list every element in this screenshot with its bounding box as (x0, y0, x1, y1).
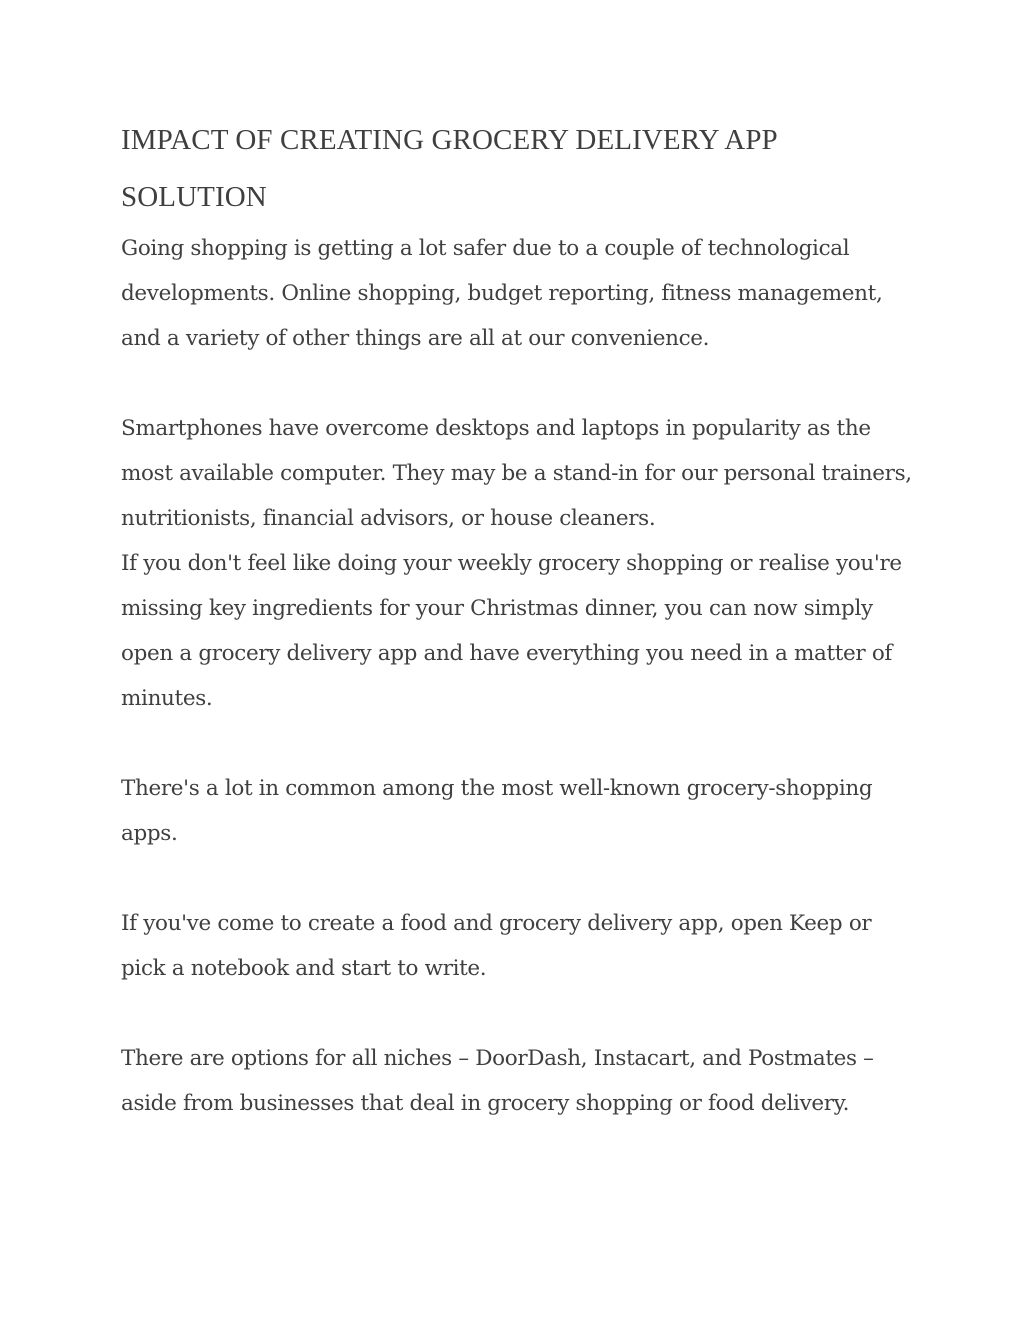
paragraph-spacer (121, 361, 921, 406)
paragraph-spacer (121, 721, 921, 766)
document-title: IMPACT OF CREATING GROCERY DELIVERY APP SOLUTION (121, 124, 777, 213)
paragraph-create-app: If you've come to create a food and grocery delivery app, open Keep or pick a notebook and start to write. (121, 911, 872, 981)
paragraph-smartphones: Smartphones have overcome desktops and laptops in popularity as the most available computer. They may be a stand-in for our personal trainers, nutritionists, financial advisors, or house cleaners. (121, 416, 912, 531)
paragraph-options: There are options for all niches – DoorDash, Instacart, and Postmates – aside from businesses that deal in grocery shopping or food delivery. (121, 1046, 874, 1116)
paragraph-common-apps: There's a lot in common among the most well-known grocery-shopping apps. (121, 776, 873, 846)
paragraph-intro: Going shopping is getting a lot safer due to a couple of technological developments. Online shopping, budget reporting, fitness management, and a variety of other things are all at our convenience. (121, 236, 883, 351)
paragraph-spacer (121, 991, 921, 1036)
paragraph-spacer (121, 856, 921, 901)
document-page (121, 112, 921, 1126)
paragraph-grocery-shopping: If you don't feel like doing your weekly grocery shopping or realise you're missing key ingredients for your Christmas dinner, you can now simply open a grocery delivery app and have everything you need in a matter of minutes. (121, 551, 902, 711)
